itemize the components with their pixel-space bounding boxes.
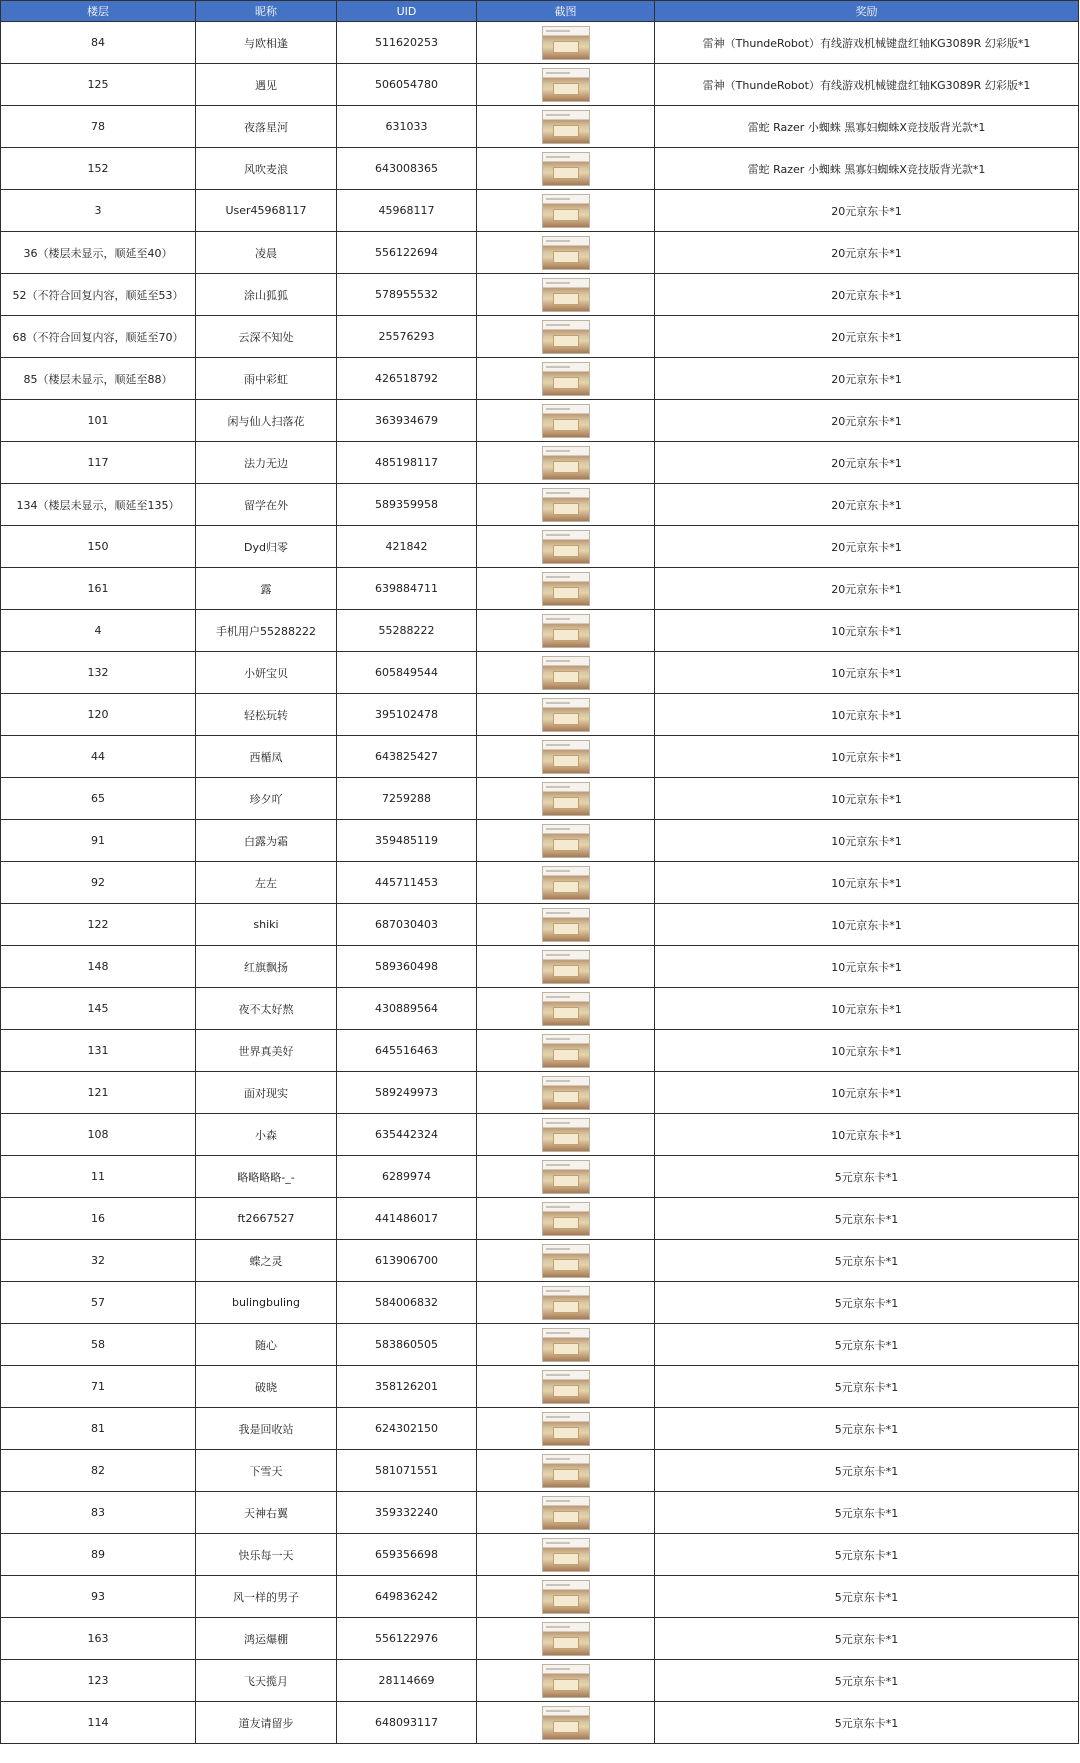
screenshot-cell (477, 400, 655, 442)
floor-cell: 83 (1, 1492, 196, 1534)
uid-cell: 426518792 (337, 358, 477, 400)
reward-cell: 5元京东卡*1 (655, 1660, 1079, 1702)
uid-cell: 687030403 (337, 904, 477, 946)
table-row (1, 190, 1079, 232)
screenshot-cell (477, 1660, 655, 1702)
nickname-cell: 云深不知处 (196, 316, 337, 358)
screenshot-cell (477, 64, 655, 106)
floor-cell: 16 (1, 1198, 196, 1240)
nickname-cell: 蝶之灵 (196, 1240, 337, 1282)
uid-cell: 359485119 (337, 820, 477, 862)
nickname-cell: 鸿运爆棚 (196, 1618, 337, 1660)
screenshot-cell (477, 1198, 655, 1240)
table-row (1, 1366, 1079, 1408)
uid-cell: 635442324 (337, 1114, 477, 1156)
screenshot-thumbnail[interactable] (542, 908, 590, 942)
reward-cell: 20元京东卡*1 (655, 190, 1079, 232)
nickname-cell: 手机用户55288222 (196, 610, 337, 652)
screenshot-cell (477, 22, 655, 64)
uid-cell: 6289974 (337, 1156, 477, 1198)
reward-cell: 10元京东卡*1 (655, 1072, 1079, 1114)
table-row (1, 1240, 1079, 1282)
floor-cell: 81 (1, 1408, 196, 1450)
screenshot-thumbnail[interactable] (542, 1160, 590, 1194)
nickname-cell: 法力无边 (196, 442, 337, 484)
uid-cell: 649836242 (337, 1576, 477, 1618)
nickname-cell: Dyd归零 (196, 526, 337, 568)
table-row (1, 1660, 1079, 1702)
screenshot-thumbnail[interactable] (542, 446, 590, 480)
nickname-cell: bulingbuling (196, 1282, 337, 1324)
table-row (1, 1156, 1079, 1198)
table-row (1, 1450, 1079, 1492)
screenshot-cell (477, 358, 655, 400)
reward-cell: 10元京东卡*1 (655, 736, 1079, 778)
nickname-cell: 小森 (196, 1114, 337, 1156)
uid-cell: 589249973 (337, 1072, 477, 1114)
screenshot-thumbnail[interactable] (542, 68, 590, 102)
reward-cell: 5元京东卡*1 (655, 1366, 1079, 1408)
nickname-cell: 与欧相逢 (196, 22, 337, 64)
header-row (1, 1, 1079, 22)
screenshot-thumbnail[interactable] (542, 824, 590, 858)
table-row (1, 400, 1079, 442)
nickname-cell: 遇见 (196, 64, 337, 106)
nickname-cell: 面对现实 (196, 1072, 337, 1114)
screenshot-cell (477, 1492, 655, 1534)
screenshot-cell (477, 778, 655, 820)
uid-cell: 645516463 (337, 1030, 477, 1072)
nickname-cell: shiki (196, 904, 337, 946)
reward-cell: 10元京东卡*1 (655, 820, 1079, 862)
nickname-cell: 快乐每一天 (196, 1534, 337, 1576)
table-row (1, 610, 1079, 652)
uid-cell: 445711453 (337, 862, 477, 904)
screenshot-cell (477, 232, 655, 274)
screenshot-thumbnail[interactable] (542, 740, 590, 774)
table-row (1, 22, 1079, 64)
floor-cell: 145 (1, 988, 196, 1030)
reward-cell: 20元京东卡*1 (655, 442, 1079, 484)
uid-cell: 613906700 (337, 1240, 477, 1282)
table-row (1, 64, 1079, 106)
nickname-cell: 世界真美好 (196, 1030, 337, 1072)
floor-cell: 101 (1, 400, 196, 442)
screenshot-cell (477, 190, 655, 232)
screenshot-cell (477, 904, 655, 946)
screenshot-cell (477, 1114, 655, 1156)
reward-cell: 5元京东卡*1 (655, 1618, 1079, 1660)
reward-cell: 5元京东卡*1 (655, 1492, 1079, 1534)
floor-cell: 114 (1, 1702, 196, 1744)
screenshot-thumbnail[interactable] (542, 1454, 590, 1488)
uid-cell: 395102478 (337, 694, 477, 736)
screenshot-thumbnail[interactable] (542, 1706, 590, 1740)
screenshot-thumbnail[interactable] (542, 194, 590, 228)
screenshot-cell (477, 1702, 655, 1744)
floor-cell: 152 (1, 148, 196, 190)
screenshot-cell (477, 106, 655, 148)
screenshot-thumbnail[interactable] (542, 1370, 590, 1404)
floor-cell: 84 (1, 22, 196, 64)
screenshot-cell (477, 526, 655, 568)
table-row (1, 1576, 1079, 1618)
screenshot-thumbnail[interactable] (542, 1622, 590, 1656)
reward-cell: 5元京东卡*1 (655, 1156, 1079, 1198)
floor-cell: 4 (1, 610, 196, 652)
screenshot-thumbnail[interactable] (542, 488, 590, 522)
floor-cell: 93 (1, 1576, 196, 1618)
screenshot-cell (477, 736, 655, 778)
screenshot-thumbnail[interactable] (542, 572, 590, 606)
floor-cell: 85（楼层未显示，顺延至88） (1, 358, 196, 400)
reward-cell: 20元京东卡*1 (655, 526, 1079, 568)
uid-cell: 578955532 (337, 274, 477, 316)
screenshot-thumbnail[interactable] (542, 110, 590, 144)
nickname-cell: 道友请留步 (196, 1702, 337, 1744)
floor-cell: 57 (1, 1282, 196, 1324)
screenshot-cell (477, 442, 655, 484)
nickname-cell: 雨中彩虹 (196, 358, 337, 400)
screenshot-cell (477, 484, 655, 526)
screenshot-cell (477, 1240, 655, 1282)
screenshot-thumbnail[interactable] (542, 1286, 590, 1320)
table-row (1, 442, 1079, 484)
screenshot-cell (477, 1534, 655, 1576)
uid-cell: 605849544 (337, 652, 477, 694)
nickname-cell: 西楯凤 (196, 736, 337, 778)
reward-cell: 10元京东卡*1 (655, 904, 1079, 946)
uid-cell: 581071551 (337, 1450, 477, 1492)
reward-cell: 20元京东卡*1 (655, 316, 1079, 358)
screenshot-cell (477, 1324, 655, 1366)
floor-cell: 150 (1, 526, 196, 568)
screenshot-thumbnail[interactable] (542, 236, 590, 270)
floor-cell: 89 (1, 1534, 196, 1576)
reward-header: 奖励 (655, 1, 1079, 22)
screenshot-cell (477, 1282, 655, 1324)
reward-cell: 10元京东卡*1 (655, 610, 1079, 652)
screenshot-cell (477, 862, 655, 904)
table-row (1, 1030, 1079, 1072)
reward-cell: 雷蛇 Razer 小蜘蛛 黑寡妇蜘蛛X竞技版背光款*1 (655, 106, 1079, 148)
table-row (1, 1492, 1079, 1534)
reward-cell: 5元京东卡*1 (655, 1450, 1079, 1492)
uid-cell: 589359958 (337, 484, 477, 526)
floor-cell: 32 (1, 1240, 196, 1282)
table-row (1, 988, 1079, 1030)
screenshot-cell (477, 568, 655, 610)
uid-cell: 659356698 (337, 1534, 477, 1576)
screenshot-cell (477, 820, 655, 862)
screenshot-thumbnail[interactable] (542, 320, 590, 354)
nickname-header: 昵称 (196, 1, 337, 22)
table-row (1, 1198, 1079, 1240)
nickname-cell: 留学在外 (196, 484, 337, 526)
floor-cell: 92 (1, 862, 196, 904)
nickname-cell: 闲与仙人扫落花 (196, 400, 337, 442)
screenshot-header: 截图 (477, 1, 655, 22)
reward-cell: 5元京东卡*1 (655, 1534, 1079, 1576)
reward-cell: 5元京东卡*1 (655, 1324, 1079, 1366)
nickname-cell: 天神右翼 (196, 1492, 337, 1534)
nickname-cell: 珍夕吖 (196, 778, 337, 820)
table-row (1, 736, 1079, 778)
floor-cell: 163 (1, 1618, 196, 1660)
screenshot-thumbnail[interactable] (542, 1118, 590, 1152)
table-row (1, 1114, 1079, 1156)
floor-cell: 71 (1, 1366, 196, 1408)
uid-cell: 430889564 (337, 988, 477, 1030)
nickname-cell: ft2667527 (196, 1198, 337, 1240)
nickname-cell: 下雪天 (196, 1450, 337, 1492)
nickname-cell: 凌晨 (196, 232, 337, 274)
floor-cell: 82 (1, 1450, 196, 1492)
screenshot-thumbnail[interactable] (542, 950, 590, 984)
uid-cell: 643008365 (337, 148, 477, 190)
screenshot-thumbnail[interactable] (542, 404, 590, 438)
reward-cell: 5元京东卡*1 (655, 1576, 1079, 1618)
uid-cell: 648093117 (337, 1702, 477, 1744)
screenshot-cell (477, 610, 655, 652)
floor-cell: 121 (1, 1072, 196, 1114)
uid-cell: 511620253 (337, 22, 477, 64)
nickname-cell: 略略略略-_- (196, 1156, 337, 1198)
floor-cell: 122 (1, 904, 196, 946)
reward-cell: 5元京东卡*1 (655, 1282, 1079, 1324)
reward-cell: 10元京东卡*1 (655, 652, 1079, 694)
floor-cell: 68（不符合回复内容，顺延至70） (1, 316, 196, 358)
table-row (1, 652, 1079, 694)
screenshot-cell (477, 1030, 655, 1072)
uid-cell: 589360498 (337, 946, 477, 988)
nickname-cell: 露 (196, 568, 337, 610)
reward-cell: 10元京东卡*1 (655, 862, 1079, 904)
nickname-cell: 夜不太好熬 (196, 988, 337, 1030)
floor-cell: 91 (1, 820, 196, 862)
table-row (1, 1072, 1079, 1114)
nickname-cell: 白露为霜 (196, 820, 337, 862)
table-row (1, 694, 1079, 736)
uid-cell: 556122976 (337, 1618, 477, 1660)
floor-cell: 58 (1, 1324, 196, 1366)
screenshot-cell (477, 316, 655, 358)
uid-cell: 583860505 (337, 1324, 477, 1366)
screenshot-thumbnail[interactable] (542, 1328, 590, 1362)
floor-cell: 134（楼层未显示，顺延至135） (1, 484, 196, 526)
uid-cell: 359332240 (337, 1492, 477, 1534)
reward-cell: 雷神（ThundeRobot）有线游戏机械键盘红轴KG3089R 幻彩版*1 (655, 64, 1079, 106)
screenshot-thumbnail[interactable] (542, 1412, 590, 1446)
uid-header: UID (337, 1, 477, 22)
reward-cell: 5元京东卡*1 (655, 1408, 1079, 1450)
table-row (1, 316, 1079, 358)
screenshot-cell (477, 148, 655, 190)
floor-cell: 131 (1, 1030, 196, 1072)
floor-cell: 148 (1, 946, 196, 988)
screenshot-thumbnail[interactable] (542, 1580, 590, 1614)
floor-cell: 36（楼层未显示，顺延至40） (1, 232, 196, 274)
table-row (1, 946, 1079, 988)
screenshot-thumbnail[interactable] (542, 1202, 590, 1236)
screenshot-thumbnail[interactable] (542, 698, 590, 732)
reward-cell: 20元京东卡*1 (655, 400, 1079, 442)
uid-cell: 584006832 (337, 1282, 477, 1324)
nickname-cell: 我是回收站 (196, 1408, 337, 1450)
floor-cell: 11 (1, 1156, 196, 1198)
reward-cell: 雷神（ThundeRobot）有线游戏机械键盘红轴KG3089R 幻彩版*1 (655, 22, 1079, 64)
reward-cell: 5元京东卡*1 (655, 1198, 1079, 1240)
table-row (1, 1324, 1079, 1366)
uid-cell: 363934679 (337, 400, 477, 442)
screenshot-cell (477, 274, 655, 316)
floor-cell: 125 (1, 64, 196, 106)
screenshot-thumbnail[interactable] (542, 1244, 590, 1278)
reward-cell: 20元京东卡*1 (655, 484, 1079, 526)
screenshot-thumbnail[interactable] (542, 782, 590, 816)
table-body (1, 22, 1079, 1744)
uid-cell: 643825427 (337, 736, 477, 778)
nickname-cell: 左左 (196, 862, 337, 904)
uid-cell: 624302150 (337, 1408, 477, 1450)
screenshot-thumbnail[interactable] (542, 1538, 590, 1572)
table-row (1, 1408, 1079, 1450)
uid-cell: 421842 (337, 526, 477, 568)
reward-cell: 10元京东卡*1 (655, 778, 1079, 820)
nickname-cell: 风一样的男子 (196, 1576, 337, 1618)
screenshot-cell (477, 1072, 655, 1114)
floor-cell: 123 (1, 1660, 196, 1702)
reward-cell: 20元京东卡*1 (655, 568, 1079, 610)
floor-cell: 78 (1, 106, 196, 148)
nickname-cell: 轻松玩转 (196, 694, 337, 736)
reward-cell: 雷蛇 Razer 小蜘蛛 黑寡妇蜘蛛X竞技版背光款*1 (655, 148, 1079, 190)
screenshot-thumbnail[interactable] (542, 656, 590, 690)
table-row (1, 862, 1079, 904)
nickname-cell: 风吹麦浪 (196, 148, 337, 190)
screenshot-cell (477, 652, 655, 694)
screenshot-thumbnail[interactable] (542, 362, 590, 396)
uid-cell: 28114669 (337, 1660, 477, 1702)
reward-cell: 20元京东卡*1 (655, 232, 1079, 274)
table-row (1, 568, 1079, 610)
uid-cell: 7259288 (337, 778, 477, 820)
floor-cell: 161 (1, 568, 196, 610)
screenshot-cell (477, 946, 655, 988)
screenshot-thumbnail[interactable] (542, 152, 590, 186)
screenshot-cell (477, 1576, 655, 1618)
reward-cell: 10元京东卡*1 (655, 1114, 1079, 1156)
reward-cell: 5元京东卡*1 (655, 1702, 1079, 1744)
screenshot-thumbnail[interactable] (542, 992, 590, 1026)
screenshot-cell (477, 694, 655, 736)
table-row (1, 148, 1079, 190)
uid-cell: 45968117 (337, 190, 477, 232)
table-row (1, 484, 1079, 526)
uid-cell: 631033 (337, 106, 477, 148)
reward-cell: 10元京东卡*1 (655, 988, 1079, 1030)
screenshot-cell (477, 988, 655, 1030)
reward-cell: 10元京东卡*1 (655, 946, 1079, 988)
uid-cell: 441486017 (337, 1198, 477, 1240)
uid-cell: 556122694 (337, 232, 477, 274)
screenshot-thumbnail[interactable] (542, 1034, 590, 1068)
reward-cell: 20元京东卡*1 (655, 274, 1079, 316)
table-row (1, 1618, 1079, 1660)
screenshot-thumbnail[interactable] (542, 26, 590, 60)
table-row (1, 1534, 1079, 1576)
table-row (1, 232, 1079, 274)
floor-cell: 120 (1, 694, 196, 736)
nickname-cell: 涂山狐狐 (196, 274, 337, 316)
uid-cell: 358126201 (337, 1366, 477, 1408)
reward-cell: 20元京东卡*1 (655, 358, 1079, 400)
screenshot-cell (477, 1156, 655, 1198)
screenshot-thumbnail[interactable] (542, 530, 590, 564)
screenshot-cell (477, 1450, 655, 1492)
table-row (1, 1282, 1079, 1324)
floor-cell: 132 (1, 652, 196, 694)
nickname-cell: 红旗飘扬 (196, 946, 337, 988)
screenshot-cell (477, 1618, 655, 1660)
screenshot-thumbnail[interactable] (542, 278, 590, 312)
floor-cell: 3 (1, 190, 196, 232)
table-row (1, 778, 1079, 820)
nickname-cell: 飞天揽月 (196, 1660, 337, 1702)
uid-cell: 639884711 (337, 568, 477, 610)
screenshot-thumbnail[interactable] (542, 866, 590, 900)
uid-cell: 506054780 (337, 64, 477, 106)
floor-cell: 44 (1, 736, 196, 778)
floor-cell: 52（不符合回复内容，顺延至53） (1, 274, 196, 316)
table-row (1, 106, 1079, 148)
uid-cell: 485198117 (337, 442, 477, 484)
screenshot-cell (477, 1366, 655, 1408)
nickname-cell: 夜落星河 (196, 106, 337, 148)
reward-cell: 5元京东卡*1 (655, 1240, 1079, 1282)
nickname-cell: User45968117 (196, 190, 337, 232)
screenshot-thumbnail[interactable] (542, 614, 590, 648)
table-row (1, 526, 1079, 568)
screenshot-thumbnail[interactable] (542, 1664, 590, 1698)
table-row (1, 274, 1079, 316)
floor-cell: 65 (1, 778, 196, 820)
screenshot-cell (477, 1408, 655, 1450)
table-row (1, 904, 1079, 946)
table-row (1, 1702, 1079, 1744)
floor-cell: 108 (1, 1114, 196, 1156)
floor-header: 楼层 (1, 1, 196, 22)
uid-cell: 55288222 (337, 610, 477, 652)
nickname-cell: 随心 (196, 1324, 337, 1366)
reward-cell: 10元京东卡*1 (655, 694, 1079, 736)
screenshot-thumbnail[interactable] (542, 1496, 590, 1530)
nickname-cell: 破晓 (196, 1366, 337, 1408)
nickname-cell: 小妍宝贝 (196, 652, 337, 694)
table-row (1, 820, 1079, 862)
uid-cell: 25576293 (337, 316, 477, 358)
screenshot-thumbnail[interactable] (542, 1076, 590, 1110)
table-row (1, 358, 1079, 400)
floor-cell: 117 (1, 442, 196, 484)
reward-cell: 10元京东卡*1 (655, 1030, 1079, 1072)
